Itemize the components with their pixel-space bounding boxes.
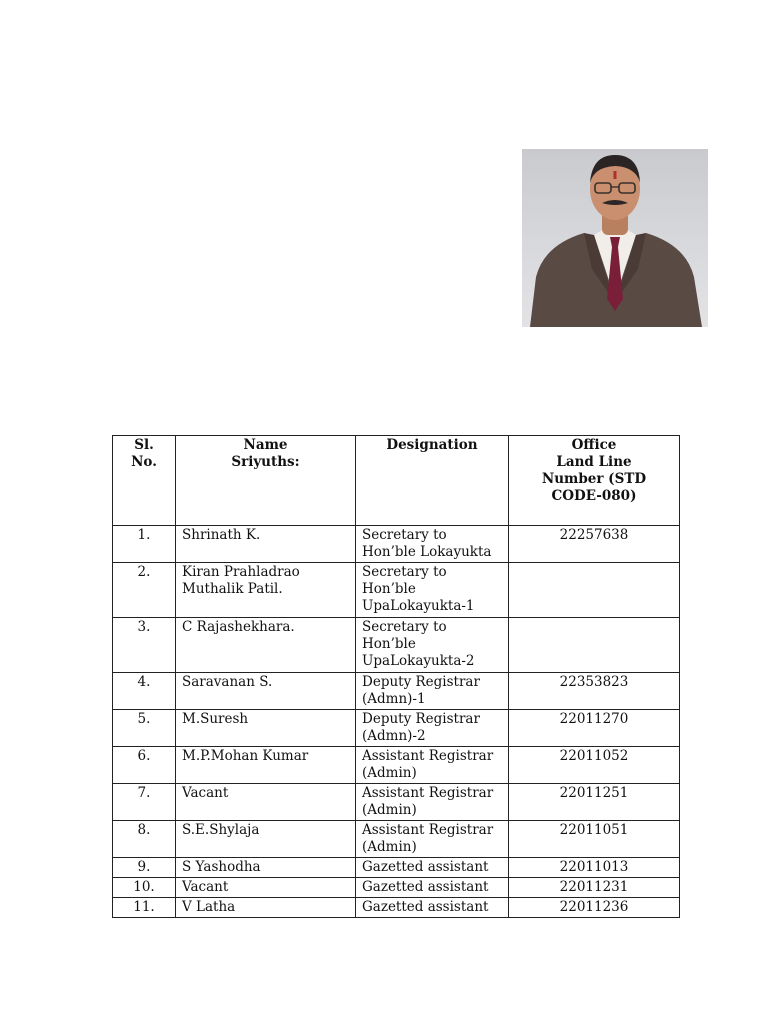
cell-designation: Gazetted assistant [356,898,509,918]
cell-designation: Secretary to Hon’ble UpaLokayukta-1 [356,563,509,618]
table-row [113,898,680,918]
cell-phone: 22011251 [509,784,680,821]
cell-sl: 6. [113,747,176,784]
cell-designation: Secretary to Hon’ble Lokayukta [356,526,509,563]
table-row [113,526,680,563]
cell-phone: 22011051 [509,821,680,858]
cell-sl: 5. [113,710,176,747]
cell-name: C Rajashekhara. [176,618,356,673]
table-row [113,821,680,858]
cell-designation: Deputy Registrar (Admn)-2 [356,710,509,747]
cell-designation: Secretary to Hon’ble UpaLokayukta-2 [356,618,509,673]
cell-phone: 22011270 [509,710,680,747]
header-sl-no: Sl. No. [113,436,176,526]
table-row [113,878,680,898]
cell-name: Vacant [176,878,356,898]
cell-name: Kiran Prahladrao Muthalik Patil. [176,563,356,618]
cell-designation: Deputy Registrar (Admn)-1 [356,673,509,710]
cell-phone [509,563,680,618]
cell-sl: 10. [113,878,176,898]
table-row [113,563,680,618]
cell-sl: 3. [113,618,176,673]
cell-designation: Assistant Registrar (Admin) [356,821,509,858]
portrait-illustration [522,149,708,327]
cell-phone: 22011236 [509,898,680,918]
cell-phone: 22011013 [509,858,680,878]
cell-sl: 7. [113,784,176,821]
cell-name: M.P.Mohan Kumar [176,747,356,784]
portrait-tilak [614,171,617,179]
cell-phone: 22011052 [509,747,680,784]
cell-name: Saravanan S. [176,673,356,710]
cell-designation: Gazetted assistant [356,878,509,898]
table-row [113,858,680,878]
cell-sl: 11. [113,898,176,918]
cell-phone: 22353823 [509,673,680,710]
table-row [113,710,680,747]
cell-sl: 8. [113,821,176,858]
header-designation: Designation [356,436,509,526]
cell-phone: 22011231 [509,878,680,898]
cell-name: S Yashodha [176,858,356,878]
table-row [113,673,680,710]
cell-phone: 22257638 [509,526,680,563]
cell-name: S.E.Shylaja [176,821,356,858]
table-row [113,784,680,821]
cell-designation: Assistant Registrar (Admin) [356,747,509,784]
cell-name: Shrinath K. [176,526,356,563]
official-portrait-photo [522,149,708,327]
header-office-phone: Office Land Line Number (STD CODE-080) [509,436,680,526]
cell-sl: 1. [113,526,176,563]
table-header-row [113,436,680,526]
cell-name: Vacant [176,784,356,821]
cell-name: V Latha [176,898,356,918]
table-row [113,618,680,673]
cell-designation: Assistant Registrar (Admin) [356,784,509,821]
cell-sl: 2. [113,563,176,618]
cell-name: M.Suresh [176,710,356,747]
cell-phone [509,618,680,673]
table-row [113,747,680,784]
cell-sl: 4. [113,673,176,710]
header-name: Name Sriyuths: [176,436,356,526]
staff-directory-table [112,435,680,918]
cell-sl: 9. [113,858,176,878]
cell-designation: Gazetted assistant [356,858,509,878]
